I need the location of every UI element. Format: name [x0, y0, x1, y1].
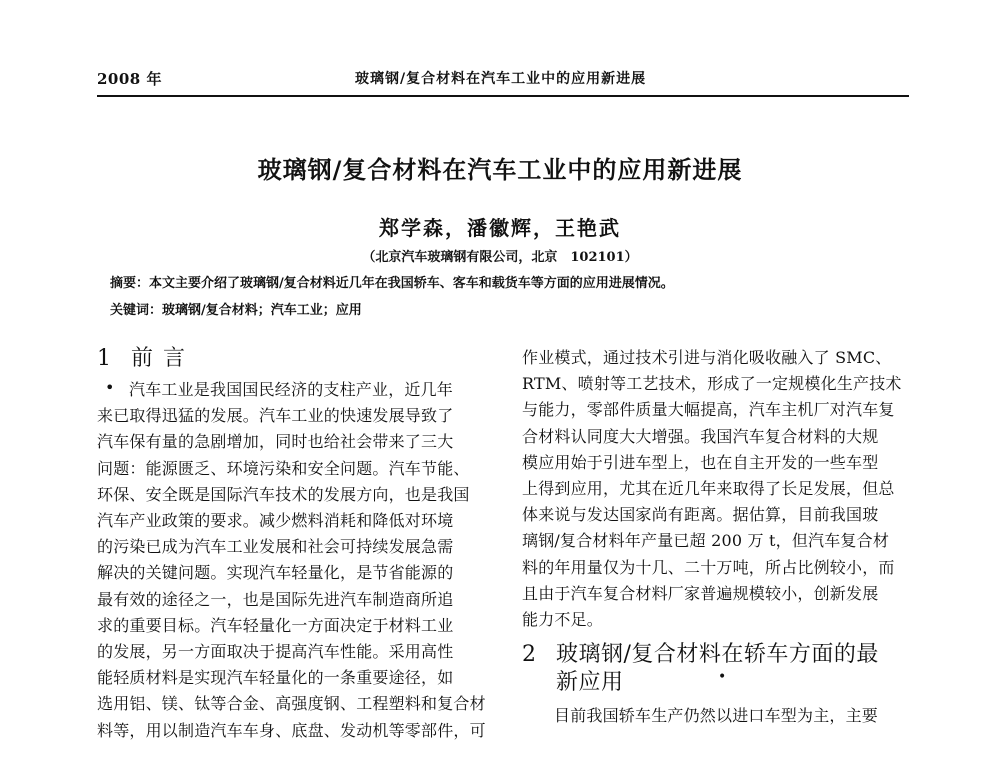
- paragraph-line: 璃钢/复合材料年产量已超 200 万 t，但汽车复合材: [522, 531, 890, 551]
- paragraph-line: [97, 377, 485, 403]
- running-header-title: 玻璃钢/复合材料在汽车工业中的应用新进展: [355, 71, 647, 87]
- paragraph-line: 求的重要目标。汽车轻量化一方面决定于材料工业: [97, 615, 454, 635]
- paragraph-line: 体来说与发达国家尚有距离。据估算，目前我国玻: [522, 505, 879, 525]
- paragraph-line-text: 汽车工业是我国国民经济的支柱产业，近几年: [129, 380, 454, 399]
- section-1-title: 前言: [131, 346, 196, 371]
- paragraph-line: 最有效的途径之一，也是国际先进汽车制造商所追: [97, 589, 454, 609]
- paragraph-line: RTM、喷射等工艺技术，形成了一定规模化生产技术: [522, 374, 902, 394]
- paragraph-line: 问题：能源匮乏、环境污染和安全问题。汽车节能、: [97, 458, 470, 478]
- paragraph-line: 作业模式，通过技术引进与消化吸收融入了 SMC、: [522, 348, 892, 367]
- section-2-heading-cont: [522, 669, 910, 697]
- paragraph-line: 来已取得迅猛的发展。汽车工业的快速发展导致了: [97, 406, 454, 426]
- right-column: [522, 345, 910, 729]
- article-abstract: 摘要：本文主要介绍了玻璃钢/复合材料近几年在我国轿车、客车和载货车等方面的应用进展情况。: [110, 276, 674, 291]
- paragraph-line: 环保、安全既是国际汽车技术的发展方向，也是我国: [97, 484, 470, 504]
- article-title: 玻璃钢/复合材料在汽车工业中的应用新进展: [257, 156, 743, 184]
- paragraph-line: 的污染已成为汽车工业发展和社会可持续发展急需: [97, 537, 454, 557]
- paragraph-line: 目前我国轿车生产仍然以进口车型为主，主要: [554, 706, 879, 726]
- section-1-number: 1: [97, 346, 111, 371]
- stray-mark-icon: •: [718, 669, 727, 686]
- paragraph-line: 汽车保有量的急剧增加，同时也给社会带来了三大: [97, 432, 454, 452]
- paragraph-line: 解决的关键问题。实现汽车轻量化，是节省能源的: [97, 563, 454, 583]
- article-authors: 郑学森，潘徽辉，王艳武: [379, 216, 621, 240]
- paragraph-line: 模应用始于引进车型上，也在自主开发的一些车型: [522, 452, 879, 472]
- section-2-heading: [522, 641, 910, 669]
- running-header-year: 2008 年: [97, 70, 162, 88]
- section-2-title-line-1: 玻璃钢/复合材料在轿车方面的最: [556, 642, 879, 668]
- header-rule: [97, 95, 909, 97]
- paragraph-line: 且由于汽车复合材料厂家普遍规模较小，创新发展: [522, 583, 879, 603]
- left-column: [97, 345, 485, 744]
- paragraph-line: 能力不足。: [522, 610, 604, 630]
- paragraph-line: 上得到应用，尤其在近几年来取得了长足发展，但总: [522, 479, 895, 499]
- section-1-heading: [97, 345, 485, 373]
- paragraph-line: 料的年用量仅为十几、二十万吨，所占比例较小，而: [522, 557, 895, 577]
- paragraph-line: 合材料认同度大大增强。我国汽车复合材料的大规: [522, 426, 879, 446]
- section-2-title-line-2: 新应用: [556, 670, 624, 696]
- paragraph-line: 与能力，零部件质量大幅提高，汽车主机厂对汽车复: [522, 400, 895, 420]
- paragraph-line: 汽车产业政策的要求。减少燃料消耗和降低对环境: [97, 511, 454, 531]
- section-2-number: 2: [522, 642, 536, 668]
- paragraph-line: 的发展，另一方面取决于提高汽车性能。采用高性: [97, 642, 454, 662]
- paragraph-line: 选用铝、镁、钛等合金、高强度钢、工程塑料和复合材: [97, 694, 486, 714]
- article-keywords: 关键词：玻璃钢/复合材料；汽车工业；应用: [110, 303, 362, 318]
- paragraph-line: 料等，用以制造汽车车身、底盘、发动机等零部件，可: [97, 720, 486, 740]
- article-affiliation: （北京汽车玻璃钢有限公司，北京 102101）: [362, 250, 638, 265]
- paragraph-line: 能轻质材料是实现汽车轻量化的一条重要途径，如: [97, 668, 454, 688]
- stray-mark-icon: •: [105, 378, 115, 397]
